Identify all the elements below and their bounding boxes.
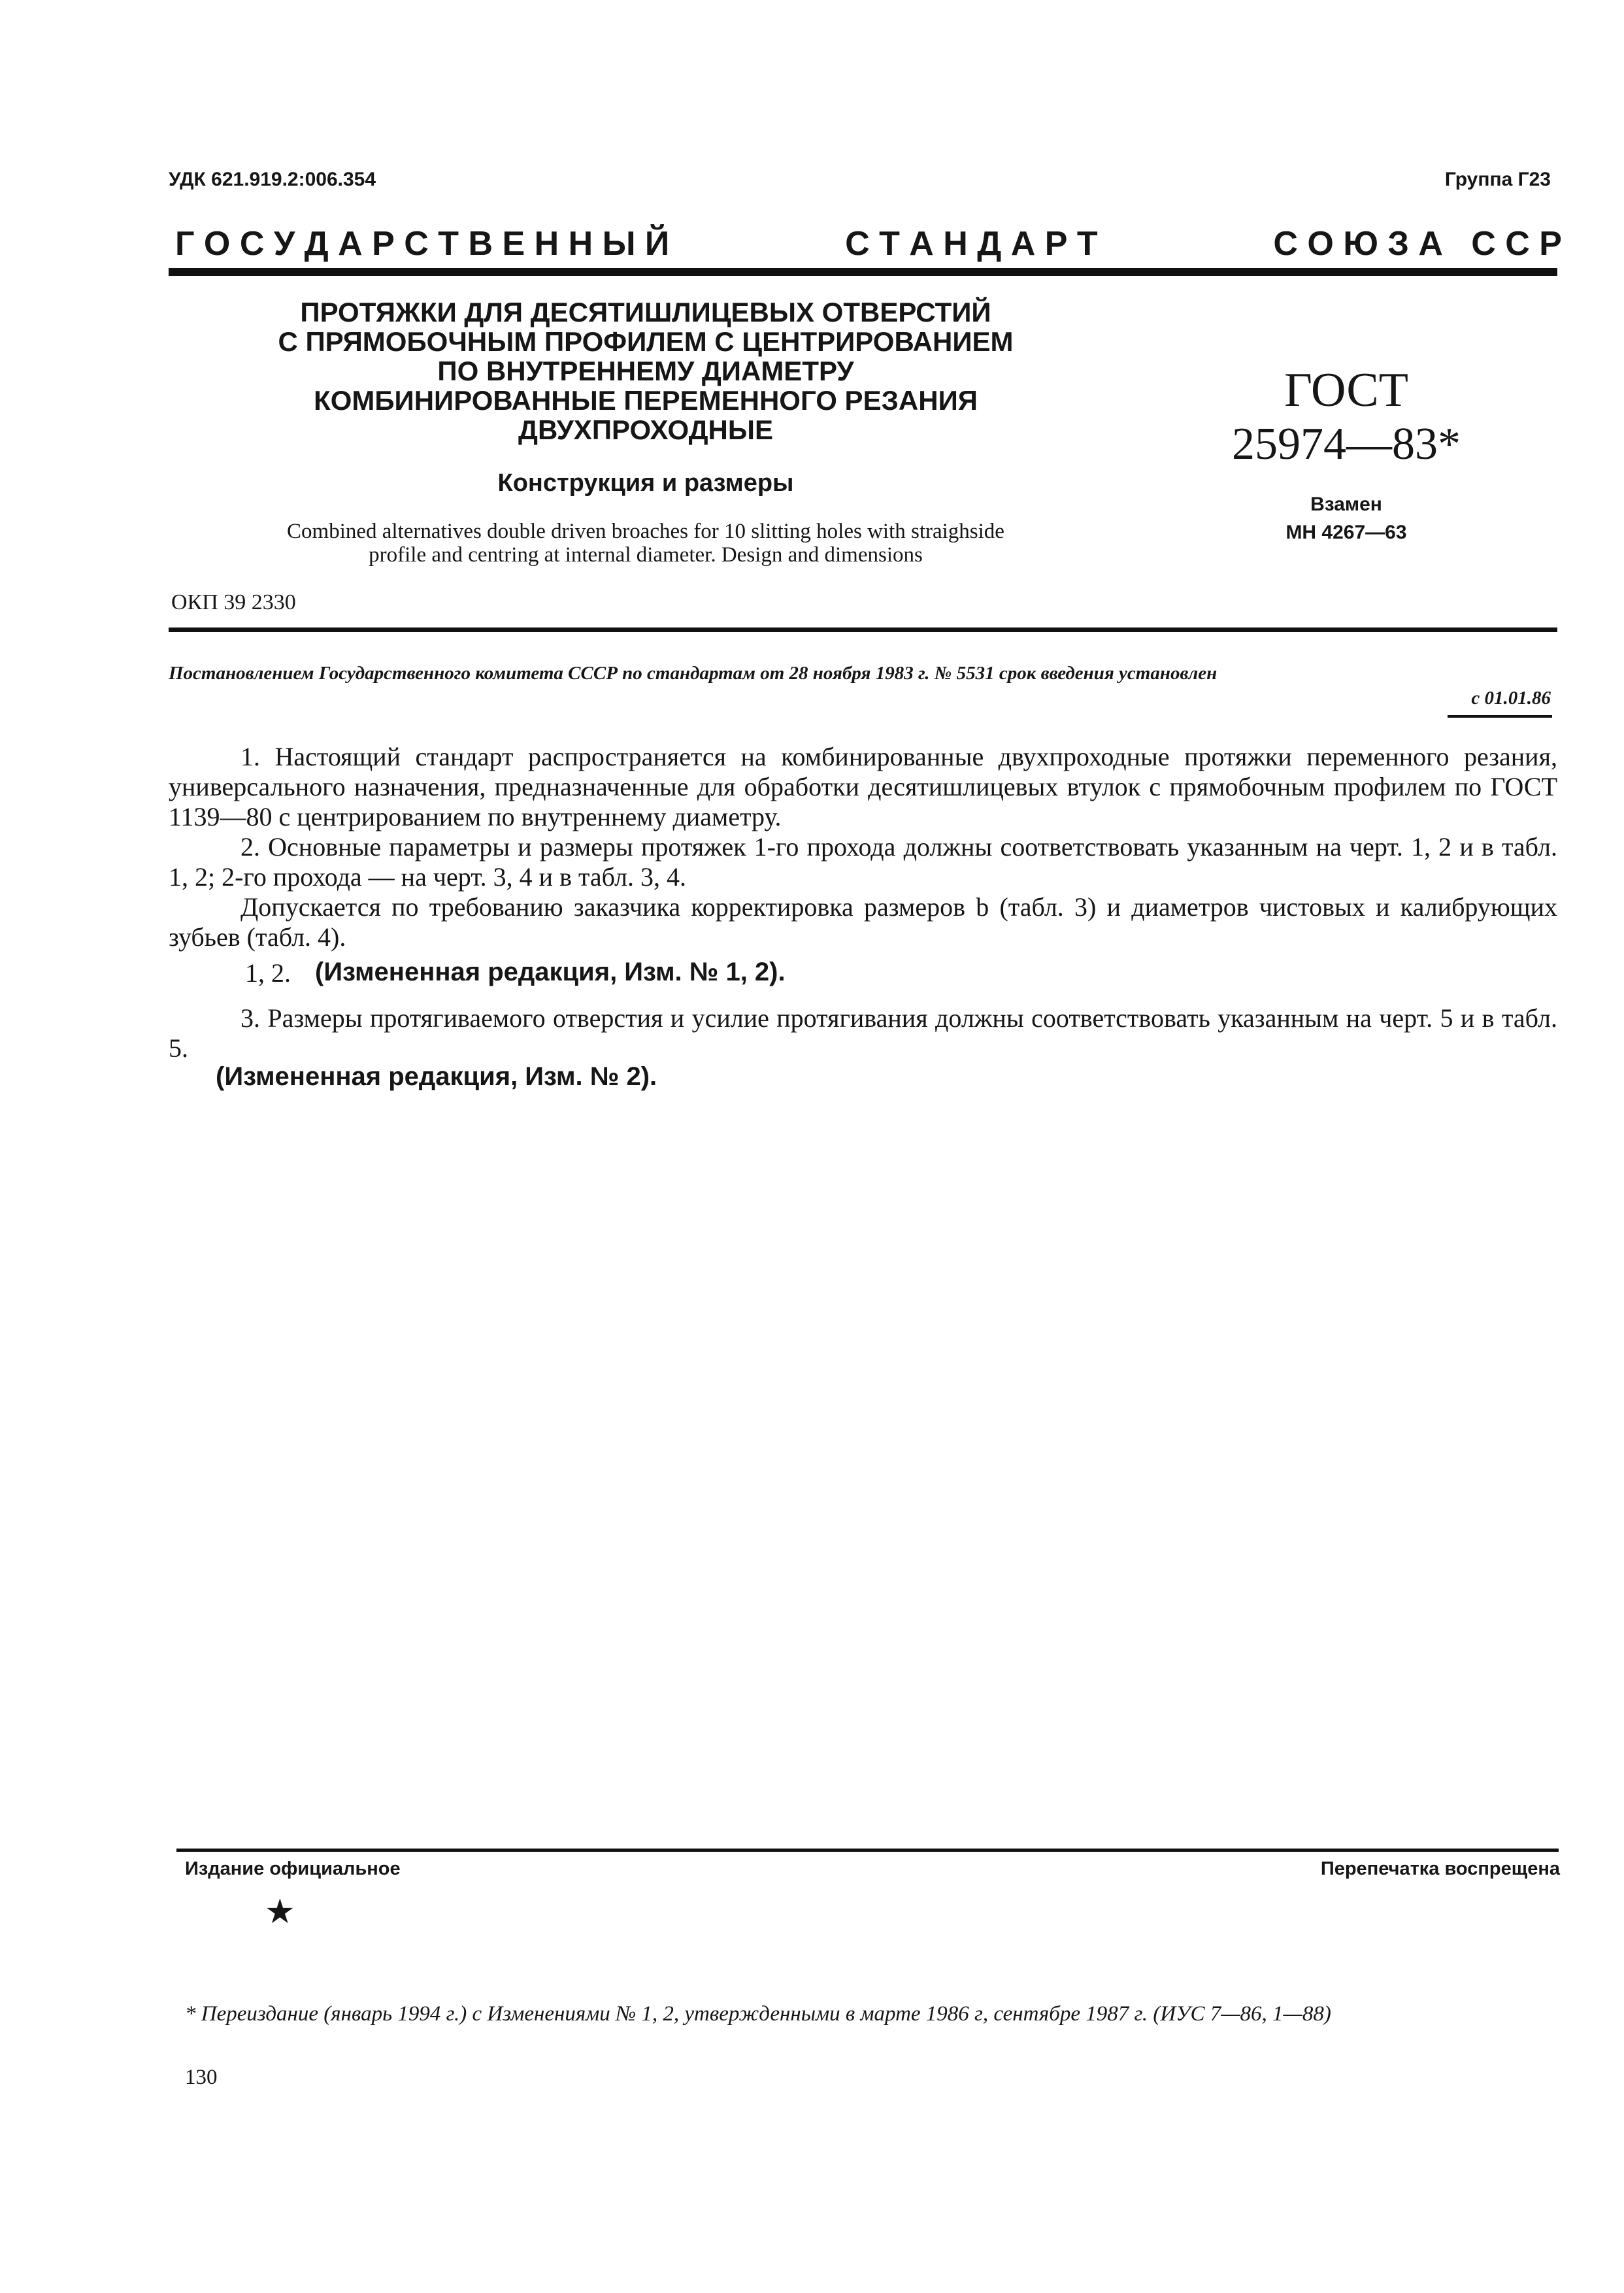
decree-date-underline	[1448, 715, 1552, 718]
paragraph-1: 1. Настоящий стандарт распространяется на комбинированные двухпроходные протяжки переменного резания, универсального назначения, предназначенные для обработки десятишлицевых втулок с прямобочным профилем по ГОСТ 1139—80 с центрированием по внутреннему диаметру.	[169, 742, 1557, 831]
paragraph-2: 2. Основные параметры и размеры протяжек 1-го прохода должны соответствовать указанным на черт. 1, 2 и в табл. 1, 2; 2-го прохода — на черт. 3, 4 и в табл. 3, 4.	[169, 832, 1557, 892]
state-standard-word-1: Г О С У Д А Р С Т В Е Н Н Ы Й	[175, 225, 670, 263]
gost-number: 25974—83*	[1232, 419, 1461, 469]
replaces-label: Взамен	[1310, 494, 1382, 515]
official-edition: Издание официальное	[185, 1858, 401, 1879]
note-2: (Измененная редакция, Изм. № 2).	[216, 1062, 657, 1091]
page-number: 130	[185, 2066, 218, 2089]
english-title	[169, 520, 1123, 567]
bottom-rule	[176, 1849, 1559, 1852]
replaces-value: МН 4267—63	[1285, 522, 1407, 543]
title-line-1: ПРОТЯЖКИ ДЛЯ ДЕСЯТИШЛИЦЕВЫХ ОТВЕРСТИЙ	[300, 297, 991, 327]
title-line-3: ПО ВНУТРЕННЕМУ ДИАМЕТРУ	[437, 356, 854, 386]
paragraph-3: Допускается по требованию заказчика корректировка размеров b (табл. 3) и диаметров чистовых и калибрующих зубьев (табл. 4).	[169, 892, 1557, 952]
state-standard-heading	[175, 224, 1562, 263]
gost-label: ГОСТ	[1284, 363, 1408, 417]
reissue-footnote: * Переиздание (январь 1994 г.) с Изменениями № 1, 2, утвержденными в марте 1986 г, сентябре 1987 г. (ИУС 7—86, 1—88)	[185, 2002, 1331, 2026]
english-title-line-1: Combined alternatives double driven broaches for 10 slitting holes with straighside	[287, 520, 1004, 543]
udk-code: УДК 621.919.2:006.354	[169, 169, 376, 190]
state-standard-word-3: С О Ю З А С С Р	[1273, 225, 1562, 263]
group-code: Группа Г23	[1444, 169, 1551, 190]
paragraph-4: 3. Размеры протягиваемого отверстия и усилие протягивания должны соответствовать указанным на черт. 5 и в табл. 5.	[169, 1003, 1557, 1063]
document-title	[169, 297, 1123, 444]
title-line-4: КОМБИНИРОВАННЫЕ ПЕРЕМЕННОГО РЕЗАНИЯ	[314, 385, 978, 416]
state-standard-word-2: С Т А Н Д А Р Т	[845, 225, 1098, 263]
note-1-prefix: 1, 2.	[245, 958, 291, 988]
middle-rule	[169, 628, 1557, 632]
star-icon: ★	[265, 1894, 295, 1931]
english-title-line-2: profile and centring at internal diameter. Design and dimensions	[369, 543, 923, 567]
reprint-prohibited: Перепечатка воспрещена	[1320, 1858, 1560, 1879]
decree-date: с 01.01.86	[1471, 688, 1551, 709]
document-subtitle: Конструкция и размеры	[497, 469, 794, 497]
title-line-2: С ПРЯМОБОЧНЫМ ПРОФИЛЕМ С ЦЕНТРИРОВАНИЕМ	[278, 326, 1014, 357]
decree-text: Постановлением Государственного комитета СССР по стандартам от 28 ноября 1983 г. № 5531 срок введения установлен	[169, 663, 1218, 684]
okp-code: ОКП 39 2330	[171, 590, 296, 614]
title-line-5: ДВУХПРОХОДНЫЕ	[518, 414, 773, 445]
note-1: (Измененная редакция, Изм. № 1, 2).	[315, 958, 786, 986]
top-rule	[169, 268, 1557, 276]
